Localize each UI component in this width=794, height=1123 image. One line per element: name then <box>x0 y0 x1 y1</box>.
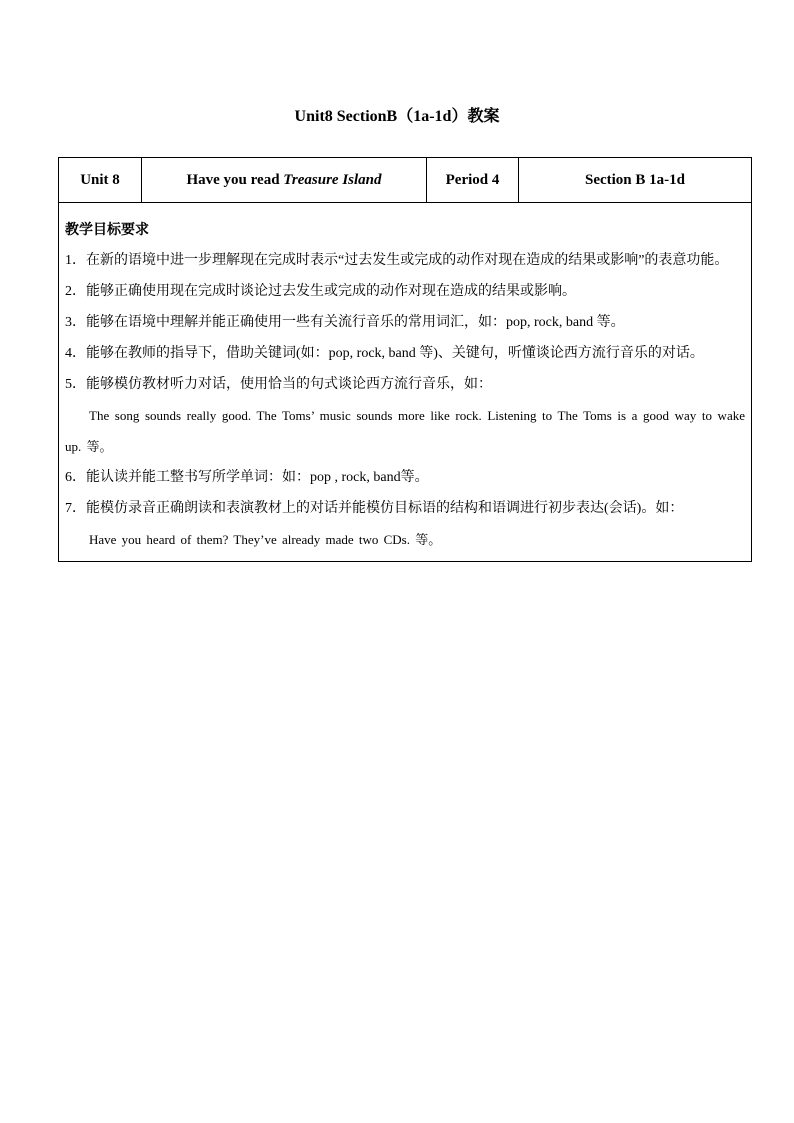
objective-item: 4．能够在教师的指导下，借助关键词(如：pop, rock, band 等)、关键句，听懂谈论西方流行音乐的对话。 <box>65 346 704 361</box>
header-row <box>59 158 752 203</box>
objectives-heading: 教学目标要求 <box>65 223 149 238</box>
lesson-plan-table <box>58 157 752 562</box>
objective-example: The song sounds really good. The Toms’ music sounds more like rock. Listening to The Toms is a good way to wake up. 等。 <box>65 408 745 454</box>
unit-cell: Unit 8 <box>59 158 142 203</box>
objective-item: 5．能够模仿教材听力对话，使用恰当的句式谈论西方流行音乐，如： <box>65 377 492 392</box>
objective-example: Have you heard of them? They’ve already made two CDs. 等。 <box>89 532 442 547</box>
lesson-title-prefix: Have you read <box>186 171 284 188</box>
objective-item: 1．在新的语境中进一步理解现在完成时表示“过去发生或完成的动作对现在造成的结果或影响”的表意功能。 <box>65 253 729 268</box>
lesson-book-title: Treasure Island <box>283 171 382 188</box>
period-cell: Period 4 <box>427 158 519 203</box>
objective-item: 2．能够正确使用现在完成时谈论过去发生或完成的动作对现在造成的结果或影响。 <box>65 284 576 299</box>
document-title: Unit8 SectionB（1a-1d）教案 <box>294 108 500 125</box>
objective-item: 6．能认读并能工整书写所学单词：如：pop , rock, band等。 <box>65 470 429 485</box>
objectives-row <box>59 203 752 562</box>
lesson-title-cell <box>142 158 427 203</box>
objective-item: 3．能够在语境中理解并能正确使用一些有关流行音乐的常用词汇，如：pop, rock, band 等。 <box>65 315 625 330</box>
objectives-cell <box>59 203 752 562</box>
objective-item: 7．能模仿录音正确朗读和表演教材上的对话并能模仿目标语的结构和语调进行初步表达(会话)。如： <box>65 501 684 516</box>
section-cell: Section B 1a-1d <box>519 158 752 203</box>
